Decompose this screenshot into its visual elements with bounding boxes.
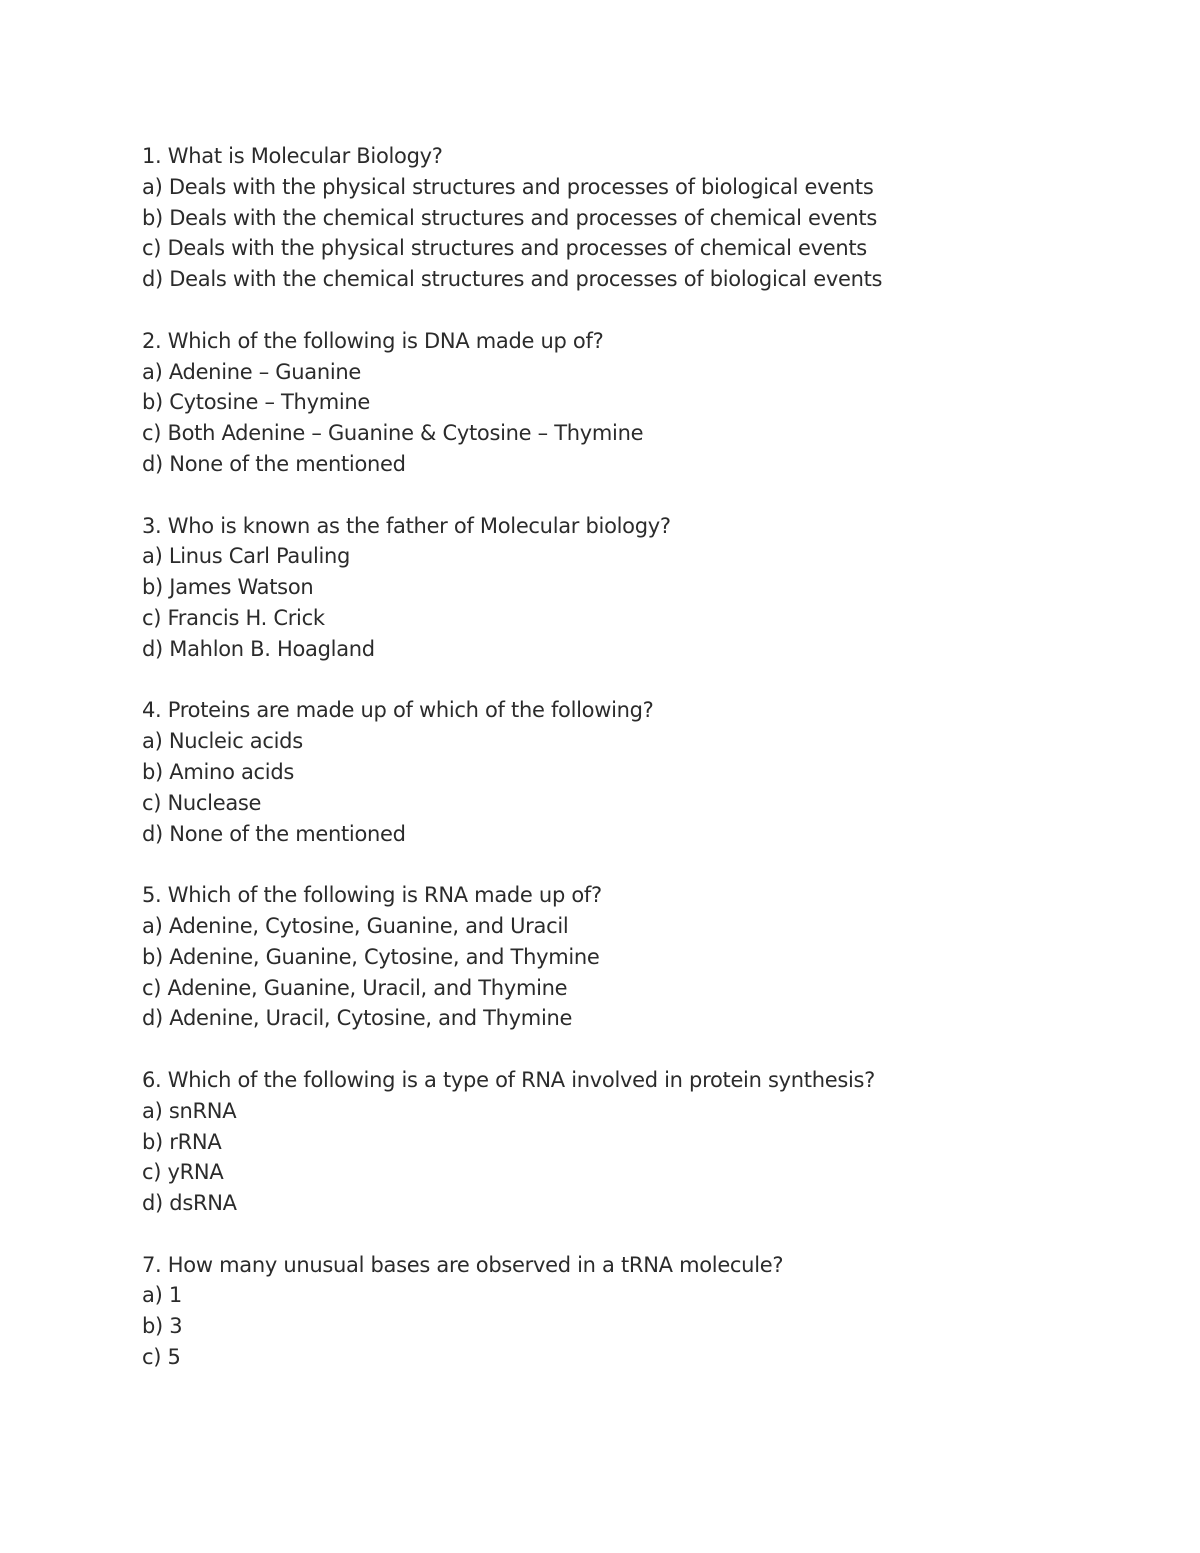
option-c: c) yRNA: [142, 1160, 224, 1185]
option-b: b) Adenine, Guanine, Cytosine, and Thymine: [142, 944, 600, 969]
question-block-7: [142, 1250, 1142, 1373]
option-d: d) Mahlon B. Hoagland: [142, 636, 375, 661]
option-c: c) Francis H. Crick: [142, 605, 325, 630]
option-a: a) Nucleic acids: [142, 729, 303, 754]
option-d: d) None of the mentioned: [142, 451, 406, 476]
question-block-4: [142, 695, 1142, 849]
option-d: d) Deals with the chemical structures and processes of biological events: [142, 267, 883, 292]
question-text: 6. Which of the following is a type of RNA involved in protein synthesis?: [142, 1067, 875, 1092]
option-b: b) 3: [142, 1314, 183, 1339]
question-block-5: [142, 880, 1142, 1034]
option-c: c) Nuclease: [142, 790, 262, 815]
option-c: c) Both Adenine – Guanine & Cytosine – Thymine: [142, 421, 644, 446]
option-a: a) Adenine – Guanine: [142, 359, 362, 384]
question-block-2: [142, 326, 1142, 480]
question-block-6: [142, 1065, 1142, 1219]
option-d: d) None of the mentioned: [142, 821, 406, 846]
question-text: 5. Which of the following is RNA made up of?: [142, 883, 602, 908]
option-b: b) Amino acids: [142, 759, 295, 784]
question-block-3: [142, 511, 1142, 665]
question-text: 4. Proteins are made up of which of the following?: [142, 698, 654, 723]
option-b: b) rRNA: [142, 1129, 222, 1154]
option-b: b) Cytosine – Thymine: [142, 390, 371, 415]
question-block-1: [142, 141, 1142, 295]
option-b: b) James Watson: [142, 575, 314, 600]
option-a: a) snRNA: [142, 1098, 237, 1123]
quiz-content: [142, 141, 1142, 1404]
option-c: c) Adenine, Guanine, Uracil, and Thymine: [142, 975, 568, 1000]
option-d: d) dsRNA: [142, 1191, 237, 1216]
option-a: a) Adenine, Cytosine, Guanine, and Uracil: [142, 913, 569, 938]
option-a: a) 1: [142, 1283, 182, 1308]
question-text: 3. Who is known as the father of Molecular biology?: [142, 513, 671, 538]
option-d: d) Adenine, Uracil, Cytosine, and Thymine: [142, 1006, 573, 1031]
question-text: 7. How many unusual bases are observed in a tRNA molecule?: [142, 1252, 784, 1277]
option-c: c) Deals with the physical structures and processes of chemical events: [142, 236, 867, 261]
question-text: 1. What is Molecular Biology?: [142, 144, 443, 168]
option-a: a) Deals with the physical structures and processes of biological events: [142, 174, 874, 199]
option-c: c) 5: [142, 1345, 181, 1370]
question-text: 2. Which of the following is DNA made up of?: [142, 328, 604, 353]
option-a: a) Linus Carl Pauling: [142, 544, 351, 569]
option-b: b) Deals with the chemical structures and processes of chemical events: [142, 205, 877, 230]
